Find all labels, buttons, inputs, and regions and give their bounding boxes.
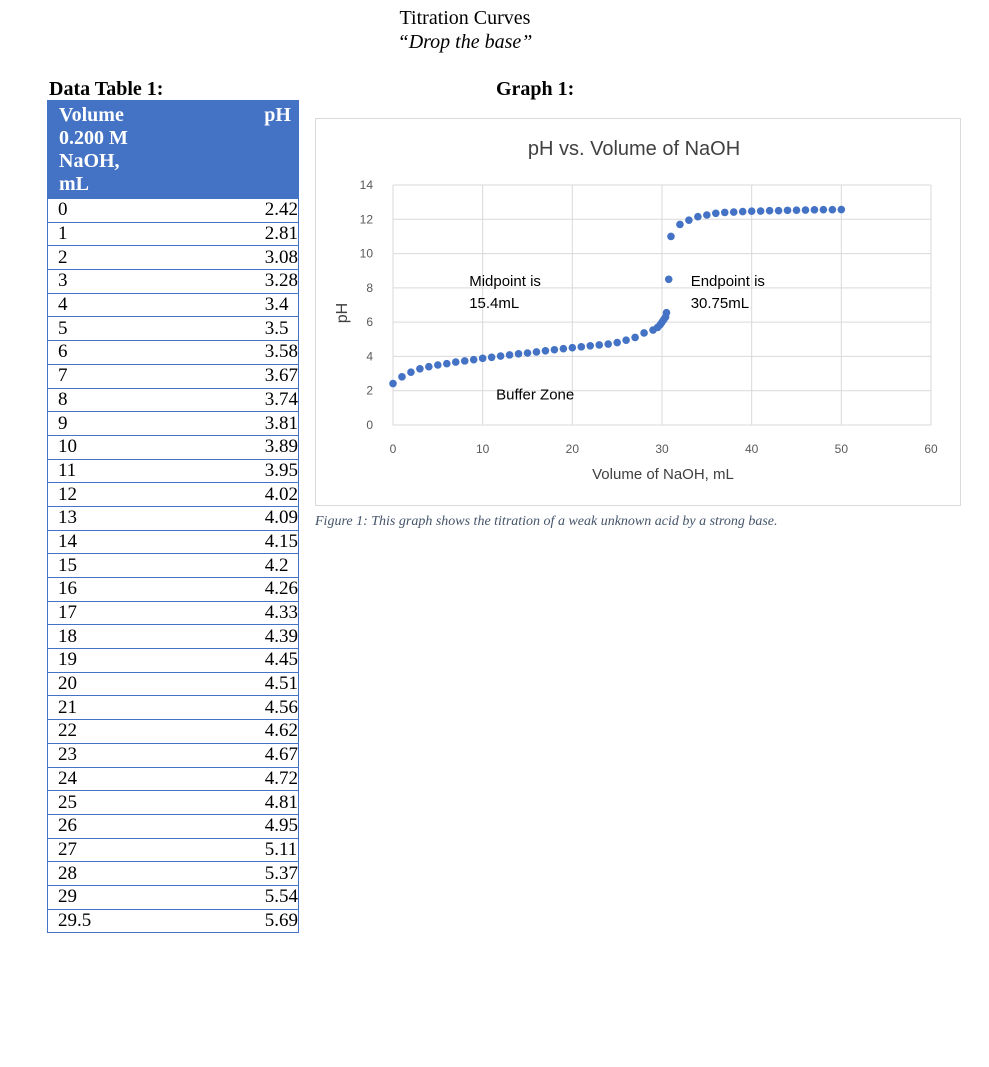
y-axis-label: pH [334,302,351,324]
titration-chart [316,119,960,505]
data-point [712,209,720,217]
table-row [48,270,299,294]
volume-cell: 15 [48,554,139,578]
data-point [407,368,415,376]
data-point [838,206,846,214]
ph-cell: 3.95 [139,459,299,483]
data-point [784,207,792,215]
table-row [48,720,299,744]
data-point [578,343,586,351]
volume-cell: 24 [48,767,139,791]
data-point [676,221,684,229]
volume-cell: 17 [48,601,139,625]
data-point [730,208,738,216]
x-tick-label: 10 [475,442,490,456]
ph-cell: 4.2 [139,554,299,578]
table-row [48,672,299,696]
x-tick-label: 60 [924,442,938,456]
volume-cell: 23 [48,743,139,767]
table-row [48,625,299,649]
table-row [48,814,299,838]
data-point [775,207,783,215]
volume-cell: 8 [48,388,139,412]
table-row [48,791,299,815]
annotation-text: 15.4mL [469,295,520,313]
table-row [48,578,299,602]
annotations [469,273,765,403]
table-row [48,767,299,791]
ph-cell: 3.4 [139,293,299,317]
ph-cell: 3.5 [139,317,299,341]
ph-cell: 4.02 [139,483,299,507]
volume-cell: 10 [48,435,139,459]
y-tick-labels [360,178,374,432]
data-point [703,211,711,219]
table-row [48,364,299,388]
data-point [811,206,819,214]
ph-cell: 4.67 [139,743,299,767]
data-point [416,365,424,373]
ph-header: pH [139,101,299,199]
ph-cell: 4.15 [139,530,299,554]
table-row [48,554,299,578]
data-point [640,329,648,337]
volume-cell: 19 [48,649,139,673]
volume-cell: 5 [48,317,139,341]
chart-title: pH vs. Volume of NaOH [527,138,741,160]
volume-cell: 11 [48,459,139,483]
ph-cell: 3.74 [139,388,299,412]
data-point [793,206,801,214]
y-tick-label: 10 [359,246,373,261]
data-point [524,349,532,357]
data-point [497,352,505,360]
table-row [48,483,299,507]
table-row [48,838,299,862]
table-row [48,388,299,412]
data-point [622,336,630,344]
data-point [667,233,675,241]
data-point [820,206,828,214]
graph-caption: Graph 1: [496,78,575,100]
data-point [560,345,568,353]
volume-cell: 26 [48,814,139,838]
table-header-row [48,101,299,199]
volume-cell: 25 [48,791,139,815]
ph-cell: 4.45 [139,649,299,673]
table-body [48,199,299,933]
y-tick-label: 4 [366,349,373,364]
y-tick-label: 12 [359,212,373,227]
data-point [739,208,747,216]
volume-cell: 29.5 [48,909,139,933]
data-point [665,275,673,283]
data-point [631,334,639,342]
volume-cell: 7 [48,364,139,388]
x-tick-label: 40 [744,442,759,456]
ph-cell: 5.37 [139,862,299,886]
volume-cell: 0 [48,199,139,223]
volume-cell: 29 [48,885,139,909]
volume-cell: 12 [48,483,139,507]
data-point [613,339,621,347]
ph-cell: 2.81 [139,222,299,246]
data-point [766,207,774,215]
table-row [48,435,299,459]
volume-cell: 9 [48,412,139,436]
chart-container [315,118,961,506]
ph-cell: 3.67 [139,364,299,388]
data-point [721,209,729,217]
data-point [694,213,702,221]
volume-cell: 18 [48,625,139,649]
ph-cell: 4.09 [139,506,299,530]
volume-cell: 27 [48,838,139,862]
y-tick-label: 8 [366,280,373,295]
annotation-text: Midpoint is [469,273,541,291]
ph-cell: 2.42 [139,199,299,223]
data-point [748,207,756,215]
volume-cell: 21 [48,696,139,720]
y-tick-label: 2 [366,383,373,398]
table-row [48,696,299,720]
annotation-text: 30.75mL [690,295,750,313]
table-row [48,909,299,933]
ph-cell: 3.81 [139,412,299,436]
data-points [389,206,845,388]
y-tick-label: 14 [359,178,373,192]
data-point [533,348,541,356]
data-point [551,346,559,354]
x-axis-label: Volume of NaOH, mL [592,466,734,483]
ph-cell: 4.56 [139,696,299,720]
document-title [0,6,930,54]
ph-cell: 4.72 [139,767,299,791]
volume-cell: 4 [48,293,139,317]
data-point [595,341,603,349]
table-row [48,530,299,554]
data-point [506,351,514,359]
ph-cell: 3.28 [139,270,299,294]
volume-cell: 6 [48,341,139,365]
ph-cell: 5.11 [139,838,299,862]
subtitle-text: “Drop the base” [397,31,533,53]
annotation-text: Endpoint is [690,273,765,291]
data-point [425,363,433,371]
table-row [48,222,299,246]
data-point [542,347,550,355]
x-tick-label: 50 [834,442,849,456]
data-point [479,355,487,363]
data-point [569,344,577,352]
data-point [398,373,406,381]
data-point [443,360,451,368]
data-point [802,206,810,214]
data-point [515,350,523,358]
table-row [48,649,299,673]
data-point [434,361,442,369]
ph-cell: 5.69 [139,909,299,933]
x-tick-label: 30 [655,442,669,456]
table-row [48,506,299,530]
title-text: Titration Curves [399,7,531,29]
ph-cell: 4.81 [139,791,299,815]
data-point [586,342,594,350]
ph-cell: 3.89 [139,435,299,459]
annotation-text: Buffer Zone [496,386,575,404]
data-table [47,100,299,933]
volume-cell: 3 [48,270,139,294]
table-row [48,246,299,270]
volume-header: Volume 0.200 M NaOH, mL [48,101,139,199]
data-point [470,356,478,364]
table-row [48,412,299,436]
x-tick-label: 20 [565,442,580,456]
data-point [452,358,460,366]
ph-cell: 3.08 [139,246,299,270]
data-point [604,340,612,348]
table-row [48,341,299,365]
ph-cell: 5.54 [139,885,299,909]
table-row [48,601,299,625]
volume-cell: 22 [48,720,139,744]
ph-cell: 4.39 [139,625,299,649]
data-point [685,216,693,224]
x-tick-labels [390,442,938,456]
volume-cell: 16 [48,578,139,602]
table-caption: Data Table 1: [49,78,164,100]
ph-cell: 4.51 [139,672,299,696]
ph-cell: 4.26 [139,578,299,602]
volume-cell: 13 [48,506,139,530]
volume-cell: 14 [48,530,139,554]
x-tick-label: 0 [389,442,397,456]
y-tick-label: 6 [366,315,373,330]
table-row [48,293,299,317]
volume-cell: 28 [48,862,139,886]
table-row [48,885,299,909]
table-row [48,199,299,223]
figure-caption: Figure 1: This graph shows the titration of a weak unknown acid by a strong base. [315,514,778,529]
volume-cell: 20 [48,672,139,696]
ph-cell: 4.62 [139,720,299,744]
data-point [461,357,469,365]
data-point [829,206,837,214]
table-row [48,317,299,341]
table-row [48,743,299,767]
ph-cell: 4.95 [139,814,299,838]
data-point [663,309,671,317]
ph-cell: 4.33 [139,601,299,625]
volume-cell: 1 [48,222,139,246]
table-row [48,459,299,483]
ph-cell: 3.58 [139,341,299,365]
volume-cell: 2 [48,246,139,270]
data-point [488,353,496,361]
y-tick-label: 0 [366,418,373,432]
data-point [757,207,765,215]
table-row [48,862,299,886]
data-point [389,380,397,388]
